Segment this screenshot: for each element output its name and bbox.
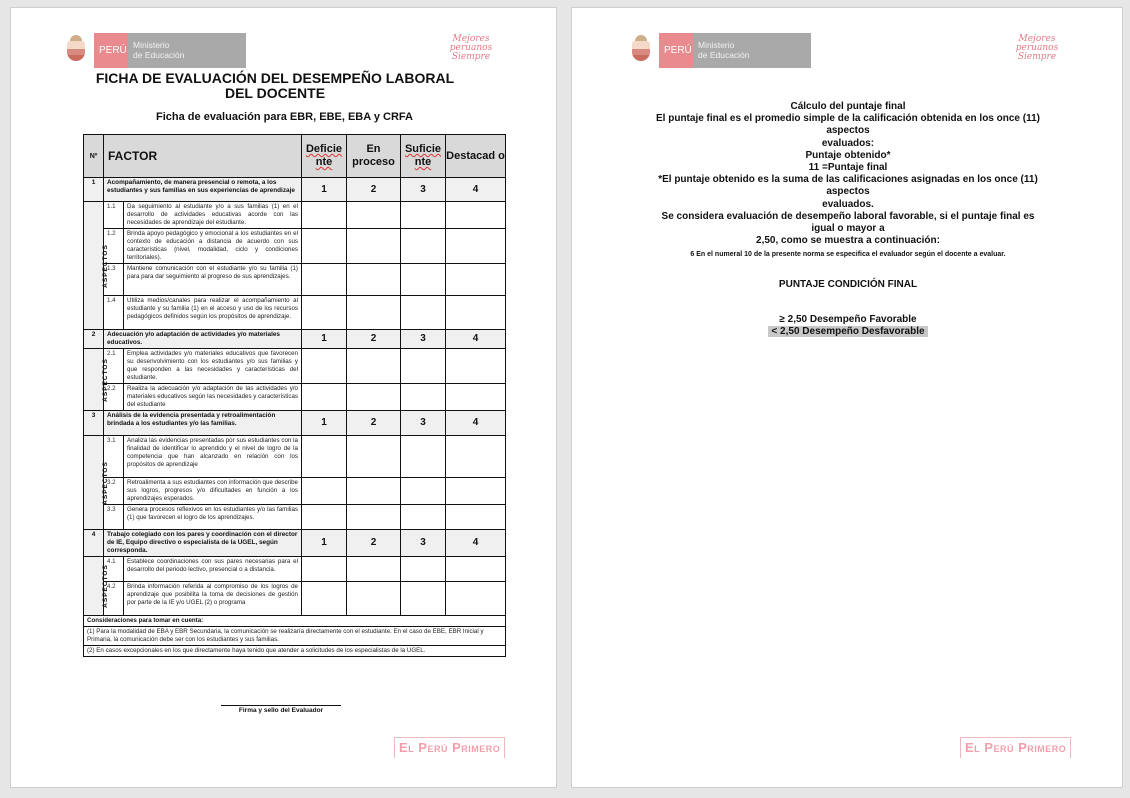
score-cell: 3 xyxy=(401,178,446,202)
score-cell: 4 xyxy=(446,178,506,202)
level-label: Deficie nte xyxy=(305,143,343,168)
aspect-number: 4.1 xyxy=(104,557,124,582)
consideration-row xyxy=(84,646,506,657)
ministry-line-1: Ministerio xyxy=(133,40,170,50)
level-label: En proceso xyxy=(352,143,395,168)
aspect-text: Utiliza medios/canales para realizar el acompañamiento al estudiante y su familia (1) en el acceso y uso de los recursos pedagógicos definidos según los propósitos de aprendizaje. xyxy=(124,296,302,330)
rating-cell[interactable] xyxy=(302,202,347,229)
score-cell: 1 xyxy=(302,330,347,349)
aspect-text: Retroalimenta a sus estudiantes con información que describe sus logros, progresos y/o dificultades en función a los aprendizajes esperados. xyxy=(124,478,302,505)
aspect-number: 1.4 xyxy=(104,296,124,330)
factor-text: Adecuación y/o adaptación de actividades y/o materiales educativos. xyxy=(104,330,302,349)
document-title xyxy=(85,71,465,101)
rating-cell[interactable] xyxy=(302,229,347,264)
rating-cell[interactable] xyxy=(401,582,446,616)
score-cell: 2 xyxy=(347,178,401,202)
rating-cell[interactable] xyxy=(302,557,347,582)
slogan-line-2: peruanos xyxy=(1015,43,1059,53)
rating-cell[interactable] xyxy=(401,478,446,505)
ministry-label xyxy=(693,33,811,68)
signature-line xyxy=(221,705,341,706)
title-line-1: FICHA DE EVALUACIÓN DEL DESEMPEÑO LABORAL xyxy=(95,70,455,86)
factor-number: 3 xyxy=(84,411,104,436)
aspect-number: 2.2 xyxy=(104,384,124,411)
aspects-label-text: ASPECTOS xyxy=(101,564,109,608)
factor-row xyxy=(84,178,506,202)
rating-cell[interactable] xyxy=(302,264,347,296)
peru-label: PERÚ xyxy=(94,33,128,68)
slogan-line-1: Mejores xyxy=(1018,34,1056,44)
aspect-row xyxy=(84,349,506,384)
rating-cell[interactable] xyxy=(401,296,446,330)
factor-number: 4 xyxy=(84,530,104,557)
rating-cell[interactable] xyxy=(446,229,506,264)
factor-row xyxy=(84,330,506,349)
rating-cell[interactable] xyxy=(446,436,506,478)
text-line: aspectos xyxy=(826,125,870,137)
considerations-header-row xyxy=(84,616,506,627)
score-cell: 4 xyxy=(446,411,506,436)
rating-cell[interactable] xyxy=(347,264,401,296)
ministry-label xyxy=(128,33,246,68)
text-line: Se considera evaluación de desempeño laboral favorable, si el puntaje final es xyxy=(661,210,1035,222)
slogan-line-2: peruanos xyxy=(449,43,493,53)
factor-row xyxy=(84,411,506,436)
score-cell: 2 xyxy=(347,411,401,436)
document-page-1 xyxy=(10,7,557,788)
score-cell: 1 xyxy=(302,411,347,436)
rating-cell[interactable] xyxy=(401,349,446,384)
rating-cell[interactable] xyxy=(302,582,347,616)
favorable-condition: ≥ 2,50 Desempeño Favorable xyxy=(779,314,917,325)
slogan-logo xyxy=(441,35,501,62)
level-label: Destacad o xyxy=(446,149,505,162)
rating-cell[interactable] xyxy=(302,505,347,530)
text-line: igual o mayor a xyxy=(811,223,885,235)
slogan-line-1: Mejores xyxy=(452,34,490,44)
text-line: *El puntaje obtenido es la suma de las calificaciones asignadas en los once (11) xyxy=(658,174,1038,186)
ministry-line-2: de Educación xyxy=(698,50,750,60)
factor-number: 1 xyxy=(84,178,104,202)
aspect-text: Brinda apoyo pedagógico y emocional a los estudiantes en el contexto de educación a distancia de acuerdo con sus características (nivel, modalidad, ciclo y condiciones territoriales). xyxy=(124,229,302,264)
header-factor: FACTOR xyxy=(104,135,302,178)
ministry-line-1: Ministerio xyxy=(698,40,735,50)
text-line: Puntaje obtenido* xyxy=(805,149,891,161)
factor-text: Análisis de la evidencia presentada y retroalimentación brindada a los estudiantes y/o las familias. xyxy=(104,411,302,436)
aspect-row xyxy=(84,582,506,616)
aspect-number: 3.1 xyxy=(104,436,124,478)
rating-cell[interactable] xyxy=(401,384,446,411)
evaluation-table xyxy=(83,134,506,657)
slogan-logo xyxy=(1007,35,1067,62)
rating-cell[interactable] xyxy=(347,505,401,530)
final-score-explanation xyxy=(612,101,1084,247)
rating-cell[interactable] xyxy=(302,296,347,330)
document-subtitle: Ficha de evaluación para EBR, EBE, EBA y CRFA xyxy=(156,111,413,123)
header-level xyxy=(401,135,446,178)
factor-row xyxy=(84,530,506,557)
text-line: 2,50, como se muestra a continuación: xyxy=(756,235,940,247)
factor-text: Acompañamiento, de manera presencial o remota, a los estudiantes y sus familias en sus experiencias de aprendizaje xyxy=(104,178,302,202)
rating-cell[interactable] xyxy=(347,384,401,411)
condition-title: PUNTAJE CONDICIÓN FINAL xyxy=(778,279,918,290)
table-header-row xyxy=(84,135,506,178)
considerations-title: Consideraciones para tomar en cuenta: xyxy=(84,616,506,627)
aspects-label-text: ASPECTOS xyxy=(101,243,109,288)
aspects-label-text: ASPECTOS xyxy=(101,460,109,505)
signature-label: Firma y sello del Evaluador xyxy=(238,707,324,714)
aspect-text: Mantiene comunicación con el estudiante y/o su familia (1) para para dar seguimiento al progreso de sus aprendizajes. xyxy=(124,264,302,296)
score-cell: 1 xyxy=(302,178,347,202)
aspect-number: 1.3 xyxy=(104,264,124,296)
aspect-row xyxy=(84,264,506,296)
score-cell: 1 xyxy=(302,530,347,557)
consideration-text: (2) En casos excepcionales en los que directamente haya tenido que atender a solicitudes de los especialistas de la UGEL. xyxy=(84,646,506,657)
aspect-number: 3.3 xyxy=(104,505,124,530)
aspect-row xyxy=(84,229,506,264)
rating-cell[interactable] xyxy=(347,202,401,229)
peru-coat-of-arms-icon xyxy=(63,35,89,65)
aspect-text: Emplea actividades y/o materiales educativos que favorecen su desenvolvimiento con los estudiantes y/o sus familias y que responden a las necesidades y características del estudiante. xyxy=(124,349,302,384)
rating-cell[interactable] xyxy=(302,349,347,384)
rating-cell[interactable] xyxy=(302,478,347,505)
el-peru-primero-logo: El Perú Primero xyxy=(394,737,505,758)
header-level xyxy=(302,135,347,178)
unfavorable-condition: < 2,50 Desempeño Desfavorable xyxy=(768,326,927,337)
header-number: Nº xyxy=(84,135,104,178)
aspect-row xyxy=(84,202,506,229)
rating-cell[interactable] xyxy=(446,384,506,411)
aspect-number: 3.2 xyxy=(104,478,124,505)
footnote: 6 En el numeral 10 de la presente norma se especifica el evaluador según el docente a evaluar. xyxy=(690,251,1006,258)
aspects-label xyxy=(84,349,109,411)
rating-cell[interactable] xyxy=(446,296,506,330)
title-line-2: DEL DOCENTE xyxy=(224,85,326,101)
rating-cell[interactable] xyxy=(347,436,401,478)
consideration-text: (1) Para la modalidad de EBA y EBR Secundaria, la comunicación se realizaría directamente con el estudiante. En el caso de EBE, EBR Inicial y Primaria, la comunicación debe ser con los estudiantes y sus familias. xyxy=(84,627,506,646)
aspect-number: 1.2 xyxy=(104,229,124,264)
rating-cell[interactable] xyxy=(446,582,506,616)
score-cell: 4 xyxy=(446,530,506,557)
aspect-row xyxy=(84,505,506,530)
aspect-text: Realiza la adecuación y/o adaptación de las actividades y/o materiales educativos según las necesidades y características del estudiante xyxy=(124,384,302,411)
rating-cell[interactable] xyxy=(401,229,446,264)
aspect-row xyxy=(84,557,506,582)
el-peru-primero-logo: El Perú Primero xyxy=(960,737,1071,758)
text-line: aspectos xyxy=(826,186,870,198)
rating-cell[interactable] xyxy=(446,202,506,229)
aspects-label xyxy=(84,436,109,530)
factor-number: 2 xyxy=(84,330,104,349)
rating-cell[interactable] xyxy=(347,557,401,582)
peru-label: PERÚ xyxy=(659,33,693,68)
score-cell: 4 xyxy=(446,330,506,349)
minedu-logo xyxy=(628,33,811,68)
aspect-number: 2.1 xyxy=(104,349,124,384)
rating-cell[interactable] xyxy=(446,478,506,505)
aspects-label-text: ASPECTOS xyxy=(101,357,109,402)
aspect-row xyxy=(84,384,506,411)
aspects-label xyxy=(84,202,109,330)
slogan-line-3: Siempre xyxy=(1017,52,1057,62)
minedu-logo xyxy=(63,33,246,68)
rating-cell[interactable] xyxy=(401,505,446,530)
aspect-text: Establece coordinaciones con sus pares necesarias para el desarrollo del periodo lectivo, presencial o a distancia. xyxy=(124,557,302,582)
score-cell: 3 xyxy=(401,330,446,349)
rating-cell[interactable] xyxy=(446,264,506,296)
ministry-line-2: de Educación xyxy=(133,50,185,60)
score-cell: 2 xyxy=(347,530,401,557)
text-line: 11 =Puntaje final xyxy=(808,162,888,174)
score-cell: 3 xyxy=(401,530,446,557)
rating-cell[interactable] xyxy=(347,349,401,384)
aspect-row xyxy=(84,436,506,478)
rating-cell[interactable] xyxy=(446,505,506,530)
aspect-number: 1.1 xyxy=(104,202,124,229)
aspect-text: Brinda información referida al compromiso de los logros de aprendizaje que posibilita la toma de decisiones de gestión por parte de la IE y/o UGEL (2) o programa xyxy=(124,582,302,616)
rating-cell[interactable] xyxy=(302,384,347,411)
rating-cell[interactable] xyxy=(446,557,506,582)
aspect-number: 4.2 xyxy=(104,582,124,616)
text-line: Cálculo del puntaje final xyxy=(790,101,906,112)
slogan-line-3: Siempre xyxy=(451,52,491,62)
aspect-row xyxy=(84,296,506,330)
aspect-text: Genera procesos reflexivos en los estudiantes y/o las familias (1) que favorecen el logro de los aprendizajes. xyxy=(124,505,302,530)
rating-cell[interactable] xyxy=(302,436,347,478)
consideration-row xyxy=(84,627,506,646)
text-line: El puntaje final es el promedio simple de la calificación obtenida en los once (11) xyxy=(656,113,1040,125)
score-cell: 2 xyxy=(347,330,401,349)
document-page-2 xyxy=(571,7,1123,788)
rating-cell[interactable] xyxy=(401,202,446,229)
header-level xyxy=(347,135,401,178)
aspect-text: Analiza las evidencias presentadas por sus estudiantes con la finalidad de identificar lo aprendido y el nivel de logro de la competencia que han alcanzado en relación con los propósitos de aprendizaje xyxy=(124,436,302,478)
text-line: evaluados: xyxy=(821,137,875,149)
aspect-row xyxy=(84,478,506,505)
rating-cell[interactable] xyxy=(401,436,446,478)
rating-cell[interactable] xyxy=(347,229,401,264)
rating-cell[interactable] xyxy=(347,582,401,616)
factor-text: Trabajo colegiado con los pares y coordinación con el director de IE, Equipo directivo o especialista de la UGEL, según corresponda. xyxy=(104,530,302,557)
header-level xyxy=(446,135,506,178)
peru-coat-of-arms-icon xyxy=(628,35,654,65)
condition-list xyxy=(612,314,1084,338)
rating-cell[interactable] xyxy=(401,557,446,582)
rating-cell[interactable] xyxy=(347,478,401,505)
rating-cell[interactable] xyxy=(401,264,446,296)
rating-cell[interactable] xyxy=(446,349,506,384)
level-label: Suficie nte xyxy=(404,143,442,168)
aspect-text: Da seguimiento al estudiante y/o a sus familias (1) en el desarrollo de actividades educativas acorde con las necesidades de aprendizaje del estudiante. xyxy=(124,202,302,229)
rating-cell[interactable] xyxy=(347,296,401,330)
text-line: evaluados. xyxy=(822,198,874,210)
score-cell: 3 xyxy=(401,411,446,436)
aspects-label xyxy=(84,557,109,616)
